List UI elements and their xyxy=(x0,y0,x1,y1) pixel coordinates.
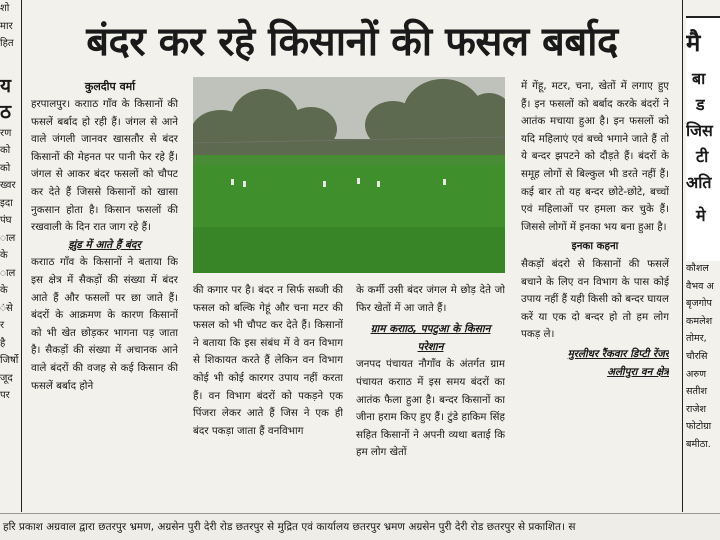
left-fragment: को xyxy=(0,162,11,174)
left-fragment: जिर्षो xyxy=(0,355,19,366)
signature-title: अलीपुरा वन क्षेत्र xyxy=(607,365,669,378)
right-fragment: फोटोग्रा xyxy=(686,421,712,433)
left-fragment: हित xyxy=(0,38,14,49)
left-fragment: ंसे xyxy=(0,302,13,314)
left-fragment: जूद xyxy=(0,372,13,384)
right-fragment: बा xyxy=(692,69,706,88)
headline: बंदर कर रहे किसानों की फसल बर्बाद xyxy=(86,19,618,65)
right-fragment: राजेश xyxy=(686,403,707,415)
right-fragment: तोमर, xyxy=(686,333,707,345)
right-fragment: कौशल xyxy=(686,263,709,274)
article-paragraph: के कर्मी उसी बंदर जंगल मे छोड़ देते जो फिर खेतों में आ जाते हैं। xyxy=(356,284,505,314)
article-paragraph: करााठ गाँव के किसानों ने बताया कि इस क्षेत्र में सैकड़ों की संख्या में बंदर आते हैं और फसलों पर छा जाते हैं। बंदरों के आक्रमण के कारण किसानों को भी खेत छोड़कर भागना पड़ जाता है। सैकड़ों की संख्या में अचानक आने वाले बंदरों की वजह से कई किसान की फसलें बर्बाद होने xyxy=(31,256,178,392)
subheading-monkeys-in-groups: झुंड में आते हैं बंदर xyxy=(68,238,141,251)
left-fragment: पंघ xyxy=(0,215,12,226)
subheading-statement: इनका कहना xyxy=(571,240,619,253)
byline: कुलदीप वर्मा xyxy=(84,80,136,93)
right-fragment: सतीश xyxy=(686,386,707,398)
right-fragment: वैभव अ xyxy=(686,280,714,292)
right-neighbor-text xyxy=(686,260,720,454)
column-rule xyxy=(21,0,22,512)
article-paragraph: सैकड़ों बंदरो से किसानों की फसलें बचाने के लिए वन विभाग के पास कोई उपाय नहीं हैं यही किसी को बन्दर घायल करें या एक दो बन्दर हो तो हम लोग पकड़ ले। xyxy=(521,257,669,341)
right-fragment: मे xyxy=(696,206,706,225)
article-paragraph: जनपद पंचायत नौगाँव के अंतर्गत ग्राम पंचायत करााठ में इस समय बंदरों का आतंक फैला हुआ है। बन्दर किसानों का जीना हराम किए हुए हैं। टुंडे हाकिम सिंह सहित किसानों ने अपनी व्यथा बताई कि हम लोग खेतों xyxy=(356,358,505,459)
left-fragment: शो xyxy=(0,3,10,14)
left-fragment: ख्वर xyxy=(0,180,16,191)
field-photo xyxy=(193,77,505,273)
left-fragment: ाल xyxy=(0,232,16,244)
right-fragment: बमीठा. xyxy=(686,438,711,450)
article-column-2 xyxy=(193,282,343,512)
field-photo-image xyxy=(193,77,505,273)
right-fragment: चौरसि xyxy=(686,350,708,362)
left-fragment: र xyxy=(0,320,5,331)
article-column-3 xyxy=(356,282,505,512)
right-fragment: कमलेश xyxy=(686,315,713,327)
article-paragraph: हरपालपुर। करााठ गाँव के किसानों की फसलें बर्बाद हो रही हैं। जंगल से आने वाले जंगली जानवर खासतौर से बंदर किसानों की मेहनत पर पानी फेर रहे हैं। जंगल से आकर बंदर फसलों को चौपट कर देते हैं जिससे किसानों को खासा नुकसान होता है। किसान फसलों की रखवाली के दिन रात जाग रहे हैं। xyxy=(31,98,178,234)
left-fragment: के xyxy=(0,250,8,261)
imprint-footer: हरि प्रकाश अग्रवाल द्वारा छतरपुर भ्रमण, अग्रसेन पुरी देरी रोड छतरपुर से मुद्रित एवं कार्यालय छतरपुर भ्रमण अग्रसेन पुरी देरी रोड छतरपुर से प्रकाशित। स xyxy=(0,513,720,540)
left-fragment: पर xyxy=(0,390,10,401)
subheading-village-farmers: ग्राम करााठ, पपटुआ के किसान परेशान xyxy=(370,323,491,353)
column-rule xyxy=(682,0,683,512)
left-fragment: इदा xyxy=(0,197,13,209)
right-fragment: जिस xyxy=(686,121,713,140)
article-paragraph: में गेंहू, मटर, चना, खेतों में लगाए हुए हैं। इन फसलों को बर्बाद करके बंदरों ने आतंक मचाया हुआ है। इन फसलों को यदि महिलाएं एवं बच्चे भगाने जाते हैं तो ये बन्दर झपटने को दौड़ते हैं। बंदरों के समूह लोगों से बिल्कुल भी डरते नहीं हैं। कई बार तो यह बन्दर छोटे-छोटे, बच्चों एवं महिलाओं पर हमला कर चुके हैं। जिससे लोगों में इनका भय बना हुआ है। xyxy=(521,80,669,233)
right-neighbor-headline xyxy=(686,16,720,261)
article-column-4 xyxy=(521,78,669,512)
left-fragment: को xyxy=(0,145,11,156)
left-fragment: के xyxy=(0,285,8,296)
right-neighbor-column xyxy=(686,0,720,512)
left-fragment: ाल xyxy=(0,267,16,279)
left-fragment: मार xyxy=(0,20,13,32)
left-fragment: रण xyxy=(0,127,12,139)
right-fragment: अति xyxy=(686,173,712,192)
article-paragraph: की कगार पर है। बंदर न सिर्फ सब्जी की फसल को बल्कि गेहूं और चना मटर की फसल को भी चौपट कर देते हैं। किसानों ने बताया कि इस संबंध में वे वन विभाग से शिकायत करते हैं लेकिन वन विभाग कोई भी कोई कारगर उपाय नहीं करता हैं। वन विभाग बंदरों को पकड़ने एक पिंजरा लेकर आते हैं जिस ने एक ही बंदर पकड़ा जाता हैं वनविभाग xyxy=(193,284,343,437)
right-fragment: ड xyxy=(696,95,705,114)
right-fragment: टी xyxy=(696,147,709,166)
signature-name: मुरलीधर रैंकवार डिप्टी रेंजर xyxy=(567,347,669,360)
left-fragment-big: य xyxy=(0,74,12,97)
left-fragment: है xyxy=(0,337,6,349)
right-fragment: मै xyxy=(686,29,701,57)
right-fragment: अरुण xyxy=(686,368,707,380)
right-fragment: बृजगोप xyxy=(686,298,712,310)
article-column-1 xyxy=(31,96,178,512)
left-fragment-big: ठ xyxy=(0,100,12,123)
left-neighbor-column xyxy=(0,0,20,512)
